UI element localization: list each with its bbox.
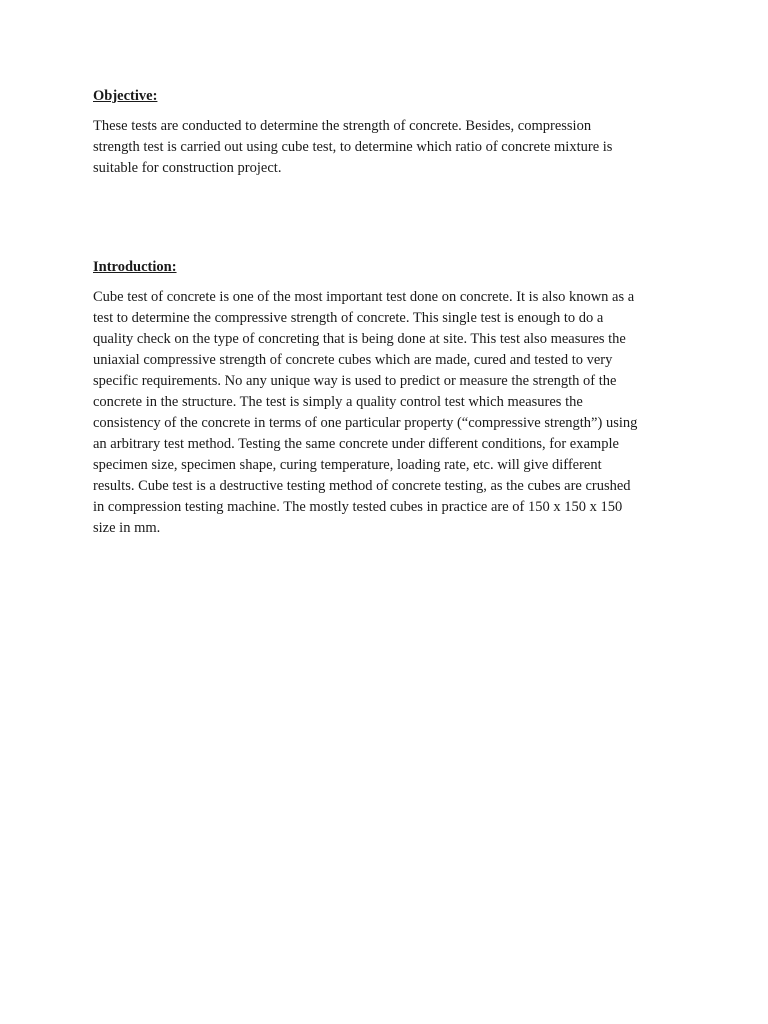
introduction-line: Cube test of concrete is one of the most important test done on concrete. It is also known as a — [93, 289, 635, 305]
introduction-line: specimen size, specimen shape, curing temperature, loading rate, etc. will give different — [93, 457, 602, 473]
introduction-line: specific requirements. No any unique way is used to predict or measure the strength of the — [93, 373, 617, 389]
objective-paragraph — [93, 116, 683, 179]
objective-line: suitable for construction project. — [93, 160, 282, 176]
objective-line: These tests are conducted to determine the strength of concrete. Besides, compression — [93, 118, 592, 134]
objective-heading: Objective: — [93, 88, 158, 104]
introduction-line: uniaxial compressive strength of concrete cubes which are made, cured and tested to very — [93, 352, 613, 368]
introduction-line: consistency of the concrete in terms of one particular property (“compressive strength”) using — [93, 415, 638, 431]
objective-line: strength test is carried out using cube test, to determine which ratio of concrete mixture is — [93, 139, 613, 155]
introduction-line: concrete in the structure. The test is simply a quality control test which measures the — [93, 394, 583, 410]
introduction-line: size in mm. — [93, 520, 161, 536]
introduction-line: quality check on the type of concreting that is being done at site. This test also measures the — [93, 331, 626, 347]
document-page — [93, 86, 683, 539]
introduction-line: results. Cube test is a destructive testing method of concrete testing, as the cubes are crushed — [93, 478, 631, 494]
introduction-heading: Introduction: — [93, 259, 177, 275]
introduction-line: an arbitrary test method. Testing the same concrete under different conditions, for example — [93, 436, 619, 452]
introduction-line: in compression testing machine. The mostly tested cubes in practice are of 150 x 150 x 150 — [93, 499, 623, 515]
introduction-paragraph — [93, 287, 683, 539]
introduction-line: test to determine the compressive strength of concrete. This single test is enough to do a — [93, 310, 604, 326]
